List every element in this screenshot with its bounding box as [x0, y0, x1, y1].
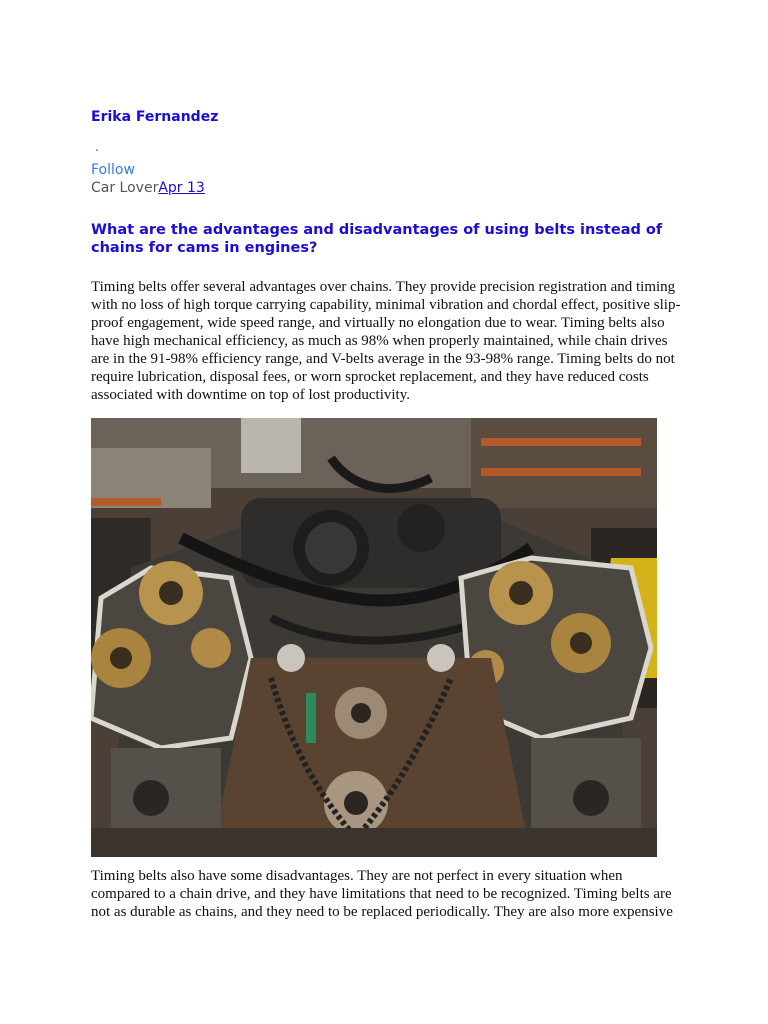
engine-photo: [91, 418, 657, 857]
separator-dot: .: [95, 140, 99, 154]
answer-paragraph-1: Timing belts offer several advantages over chains. They provide precision registration and timing with no loss of high torque carrying capability, minimal vibration and chordal effect, positive slip-proof engagement, wide speed range, and virtually no elongation due to wear. Timing belts also have high mechanical efficiency, as much as 98% when properly maintained, while chain drives are in the 91-98% efficiency range, and V-belts average in the 93-98% range. Timing belts do not require lubrication, disposal fees, or worn sprocket replacement, and they have reduced costs associated with downtime on top of lost productivity.: [91, 279, 681, 403]
post-meta: [91, 180, 205, 196]
post-date-link[interactable]: Apr 13: [158, 180, 205, 196]
author-name-link[interactable]: Erika Fernandez: [91, 109, 219, 125]
author-category: Car Lover: [91, 180, 159, 196]
question-title[interactable]: What are the advantages and disadvantages of using belts instead of chains for cams in engines?: [91, 222, 663, 256]
answer-paragraph-2: Timing belts also have some disadvantages. They are not perfect in every situation when compared to a chain drive, and they have limitations that need to be recognized. Timing belts are not as durable as chains, and they need to be replaced periodically. They are also more expensive: [91, 868, 673, 920]
follow-button[interactable]: Follow: [91, 162, 135, 178]
